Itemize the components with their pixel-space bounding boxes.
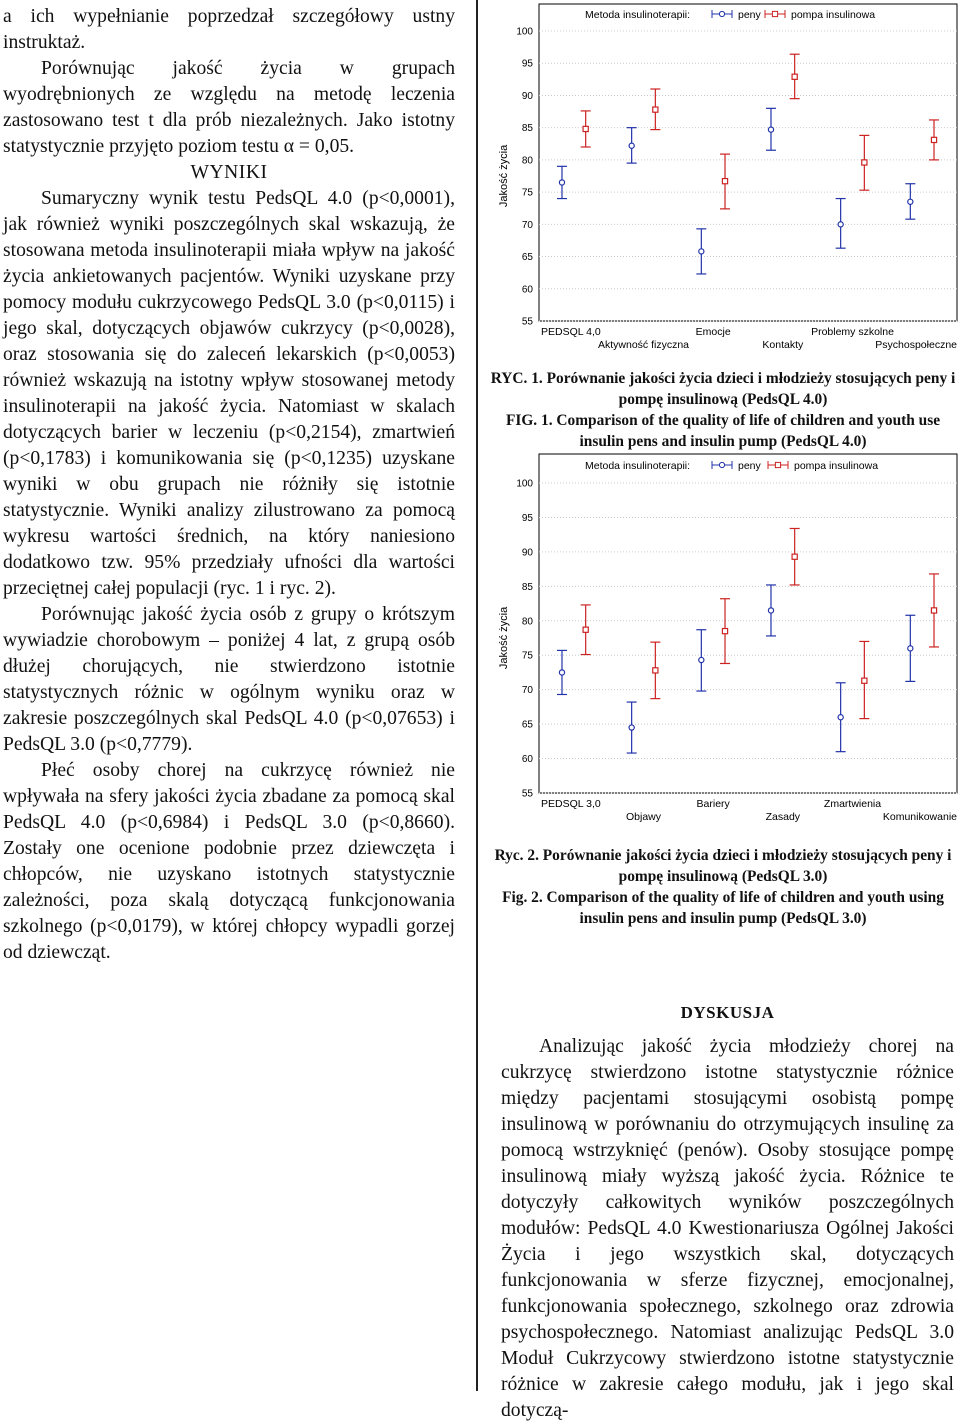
category-label: PEDSQL 3,0: [541, 798, 601, 810]
data-point-pompa: [650, 642, 660, 698]
paragraph: Porównując jakość życia osób z grupy o krótszym wywiadzie chorobowym – poniżej 4 lat, z grupą osób dłużej chorujących, nie stwierdzono istotnie statystycznych różnic w ogólnym wyniku oraz w zakresie poszczególnych skal PedsQL 4.0 (p<0,07653) i PedsQL 3.0 (p<0,7779).: [3, 604, 455, 755]
data-point-pompa: [720, 599, 730, 664]
plot-frame: [539, 4, 957, 321]
data-point-pompa: [790, 528, 800, 584]
data-point-pompa: [859, 135, 869, 190]
mean-marker: [722, 629, 727, 634]
data-point-peny: [627, 128, 637, 163]
category-label: Aktywność fizyczna: [597, 339, 690, 351]
legend-marker: [775, 462, 780, 467]
y-tick-label: 75: [521, 650, 533, 662]
data-point-peny: [557, 166, 567, 198]
mean-marker: [792, 554, 797, 559]
mean-marker: [931, 137, 936, 142]
data-point-peny: [766, 585, 776, 636]
legend-label: pompa insulinowa: [791, 9, 876, 21]
y-tick-label: 95: [521, 58, 533, 70]
legend-label: peny: [738, 460, 761, 472]
mean-marker: [583, 627, 588, 632]
mean-marker: [931, 608, 936, 613]
data-point-pompa: [929, 574, 939, 647]
y-tick-label: 85: [521, 123, 533, 135]
y-tick-label: 90: [521, 90, 533, 102]
mean-marker: [559, 670, 564, 675]
paragraph: Porównując jakość życia w grupach wyodrębnionych ze względu na metodę leczenia zastosowano test t dla prób niezależnych. Jako istotny statystycznie przyjęto poziom testu α = 0,05.: [3, 58, 455, 157]
figure-1-caption: [490, 368, 956, 452]
y-tick-label: 90: [521, 547, 533, 559]
figure-2-caption-en: Fig. 2. Comparison of the quality of life of children and youth using insulin pens and insulin pump (PedsQL 3.0): [502, 889, 944, 927]
data-point-peny: [766, 108, 776, 150]
mean-marker: [699, 657, 704, 662]
y-tick-label: 65: [521, 719, 533, 731]
figure-1-caption-pl: RYC. 1. Porównanie jakości życia dzieci i młodzieży stosujących peny i pompę insulinową (PedsQL 4.0): [490, 370, 956, 408]
mean-marker: [629, 143, 634, 148]
paragraph: Analizując jakość życia młodzieży chorej na cukrzycę stwierdzono istotne statystycznie różnice między pacjentami stosującymi osobistą pompę insulinową w porównaniu do otrzymujących insulinę za pomocą wstrzyknięć (penów). Osoby stosujące pompę insulinową miały wyższą jakość życia. Różnice te dotyczyły całkowitych wyników poszczególnych modułów: PedsQL 4.0 Kwestionariusza Ogólnej Jakości Życia i jego wszystkich skal, dotyczących funkcjonowania w sferze fizycznej, emocjonalnej, funkcjonowania społecznego, szkolnego oraz zdrowia psychospołecznego. Natomiast analizując PedsQL 3.0 Moduł Cukrzycowy stwierdzono istotne statystycznie różnice w zakresie całego modułu, jak i jego skal dotyczą-: [501, 1036, 954, 1421]
data-point-pompa: [720, 154, 730, 209]
data-point-pompa: [581, 605, 591, 655]
y-axis-label: Jakość życia: [498, 144, 510, 208]
data-point-pompa: [790, 54, 800, 98]
y-axis-label: Jakość życia: [498, 606, 510, 670]
y-tick-label: 85: [521, 581, 533, 593]
legend-title: Metoda insulinoterapii:: [585, 460, 691, 472]
right-column-text: [501, 1000, 954, 1424]
figure-2-caption-pl: Ryc. 2. Porównanie jakości życia dzieci i młodzieży stosujących peny i pompę insulinową (PedsQL 3.0): [494, 847, 952, 885]
legend-label: pompa insulinowa: [794, 460, 879, 472]
y-tick-label: 55: [521, 316, 533, 328]
y-tick-label: 60: [521, 754, 533, 766]
data-point-peny: [627, 702, 637, 753]
category-label: Psychospołeczne: [875, 339, 957, 351]
mean-marker: [722, 179, 727, 184]
y-tick-label: 60: [521, 284, 533, 296]
category-label: Komunikowanie: [882, 811, 957, 823]
figure-2-caption: [490, 845, 956, 929]
category-label: Bariery: [696, 798, 730, 810]
mean-marker: [768, 608, 773, 613]
y-tick-label: 80: [521, 155, 533, 167]
section-heading-wyniki: WYNIKI: [190, 162, 268, 183]
legend-marker: [719, 462, 724, 467]
mean-marker: [792, 74, 797, 79]
data-point-peny: [557, 650, 567, 694]
mean-marker: [653, 107, 658, 112]
mean-marker: [838, 222, 843, 227]
mean-marker: [559, 180, 564, 185]
mean-marker: [862, 160, 867, 165]
figure-2-chart: [485, 450, 960, 835]
mean-marker: [583, 126, 588, 131]
y-tick-label: 70: [521, 219, 533, 231]
mean-marker: [653, 668, 658, 673]
legend-marker: [719, 11, 724, 16]
y-tick-label: 65: [521, 252, 533, 264]
category-label: Emocje: [695, 326, 731, 338]
category-label: Zasady: [765, 811, 801, 823]
category-label: Zmartwienia: [823, 798, 882, 810]
data-point-pompa: [581, 111, 591, 147]
plot-frame: [539, 454, 957, 793]
figure-1-chart: [485, 0, 960, 355]
data-point-peny: [836, 683, 846, 752]
mean-marker: [908, 199, 913, 204]
mean-marker: [838, 715, 843, 720]
y-tick-label: 75: [521, 187, 533, 199]
data-point-pompa: [929, 120, 939, 160]
y-tick-label: 80: [521, 616, 533, 628]
data-point-peny: [836, 199, 846, 249]
data-point-peny: [905, 184, 915, 219]
paragraph: Płeć osoby chorej na cukrzycę również nie wpływała na sfery jakości życia zbadane za pomocą skal PedsQL 4.0 (p<0,6984) i PedsQL 3.0 (p<0,8660). Zostały one ocenione podobnie przez dziewczęta i chłopców, nie uzyskano istotnych statystycznie zależności, poza skalą dotyczącą funkcjonowania szkolnego (p<0,0179), w której chłopcy wypadli gorzej od dziewcząt.: [3, 760, 455, 963]
y-tick-label: 55: [521, 788, 533, 800]
mean-marker: [862, 678, 867, 683]
legend-label: peny: [738, 9, 761, 21]
y-tick-label: 100: [516, 26, 533, 38]
mean-marker: [768, 127, 773, 132]
paragraph: Sumaryczny wynik testu PedsQL 4.0 (p<0,0001), jak również wyniki poszczególnych skal wskazują, że stosowana metoda insulinoterapii miała wpływ na jakość życia ankietowanych pacjentów. Wyniki uzyskane przy pomocy modułu cukrzycowego PedsQL 3.0 (p<0,0115) i jego skal, dotyczących objawów cukrzycy (p<0,0028), oraz stosowania się do zaleceń lekarskich (p<0,0053) również wskazują na istotny wpływ stosowanej metody insulinoterapii na jakość życia. Natomiast w skalach dotyczących barier w leczeniu (p<0,2154), zmartwień (p<0,1783) i komunikowania się (p<0,1235) uzyskane wyniki w obu grupach nie różniły się istotnie statystycznie. Wyniki analizy zilustrowano za pomocą wykresu wartości średnich, na który naniesiono dodatkowo tzw. 95% przedziały ufności dla wartości przeciętnej całej populacji (ryc. 1 i ryc. 2).: [3, 188, 455, 599]
category-label: Objawy: [625, 811, 662, 823]
legend-marker: [772, 11, 777, 16]
mean-marker: [908, 646, 913, 651]
data-point-pompa: [859, 641, 869, 718]
y-tick-label: 95: [521, 512, 533, 524]
data-point-pompa: [650, 89, 660, 130]
y-tick-label: 70: [521, 685, 533, 697]
legend-title: Metoda insulinoterapii:: [585, 9, 691, 21]
figure-1-caption-en: FIG. 1. Comparison of the quality of life of children and youth use insulin pens and insulin pump (PedsQL 4.0): [505, 412, 941, 450]
paragraph: a ich wypełnianie poprzedzał szczegółowy ustny instruktaż.: [3, 6, 455, 53]
section-heading-dyskusja: DYSKUSJA: [680, 1003, 775, 1022]
data-point-peny: [905, 615, 915, 681]
category-label: PEDSQL 4,0: [541, 326, 601, 338]
data-point-peny: [696, 229, 706, 274]
column-divider: [476, 0, 478, 1391]
mean-marker: [629, 725, 634, 730]
left-column: [3, 4, 455, 966]
y-tick-label: 100: [516, 478, 533, 490]
category-label: Problemy szkolne: [811, 326, 894, 338]
category-label: Kontakty: [762, 339, 804, 351]
mean-marker: [699, 249, 704, 254]
data-point-peny: [696, 630, 706, 691]
